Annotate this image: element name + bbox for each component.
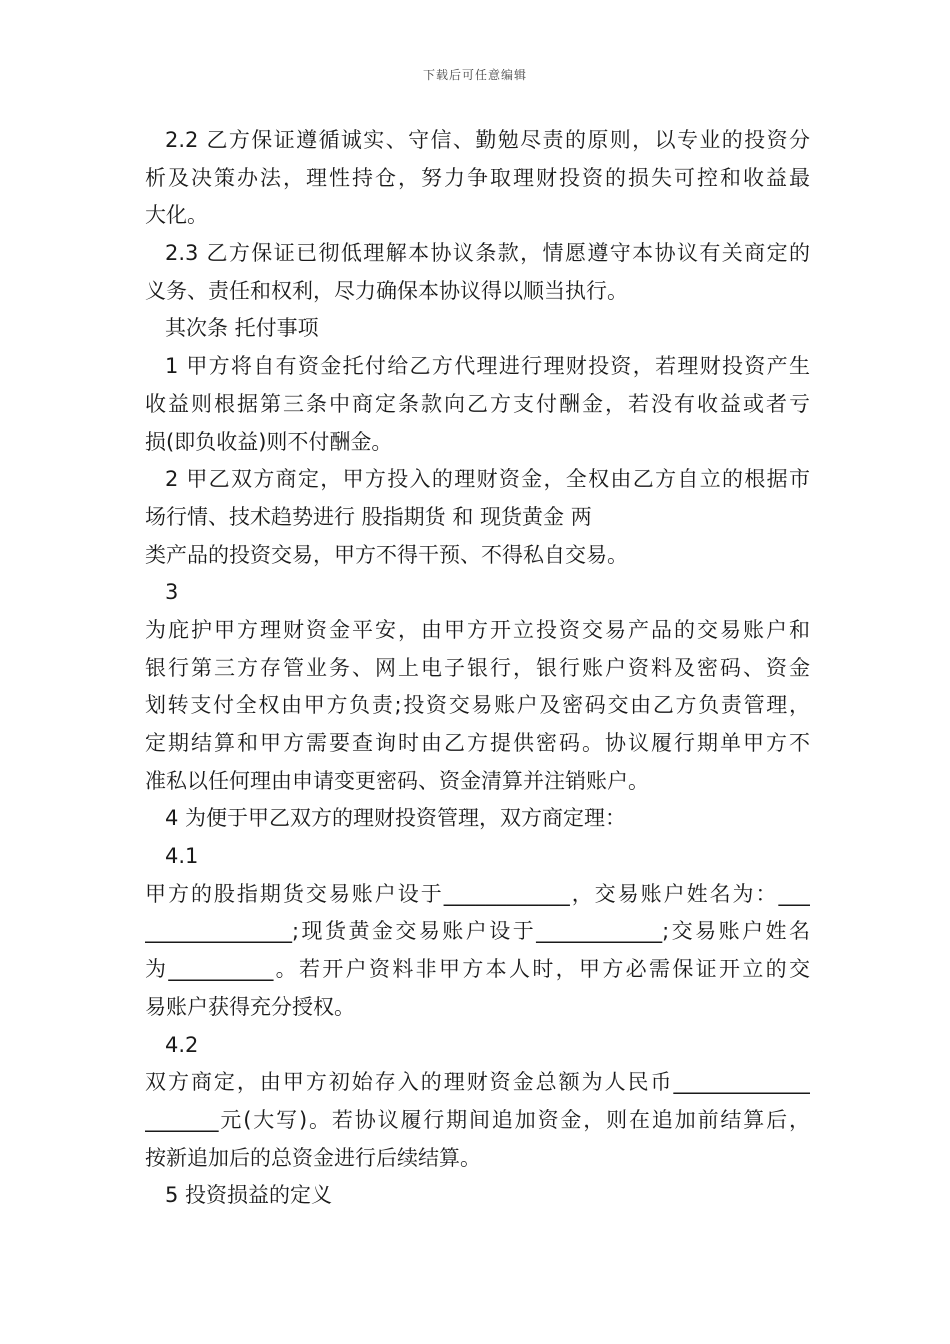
text-line: 析及决策办法，理性持仓，努力争取理财投资的损失可控和收益最 <box>145 165 810 190</box>
text-line: 损(即负收益)则不付酬金。 <box>145 429 393 454</box>
text-line: 其次条 托付事项 <box>165 316 319 341</box>
text-line: ______________;现货黄金交易账户设于____________;交易账户姓名 <box>145 919 810 944</box>
text-line: 甲方的股指期货交易账户设于____________，交易账户姓名为：___ <box>145 881 810 906</box>
text-line: 按新追加后的总资金进行后续结算。 <box>145 1145 481 1170</box>
text-line: 2 甲乙双方商定，甲方投入的理财资金，全权由乙方自立的根据市 <box>165 467 810 492</box>
text-line: 划转支付全权由甲方负责;投资交易账户及密码交由乙方负责管理， <box>145 693 810 718</box>
text-line: 义务、责任和权利，尽力确保本协议得以顺当执行。 <box>145 278 628 303</box>
text-line: 类产品的投资交易，甲方不得干预、不得私自交易。 <box>145 542 628 567</box>
text-line: 1 甲方将自有资金托付给乙方代理进行理财投资，若理财投资产生 <box>165 354 810 379</box>
text-line: 易账户获得充分授权。 <box>145 994 355 1019</box>
text-line: 为__________。若开户资料非甲方本人时，甲方必需保证开立的交 <box>145 957 810 982</box>
page-header: 下载后可任意编辑 <box>422 68 527 82</box>
text-line: 定期结算和甲方需要查询时由乙方提供密码。协议履行期单甲方不 <box>145 731 810 755</box>
text-line: _______元(大写)。若协议履行期间追加资金，则在追加前结算后， <box>145 1107 810 1132</box>
text-line: 大化。 <box>145 203 208 228</box>
text-line: 4.1 <box>165 844 199 869</box>
text-line: 2.3 乙方保证已彻低理解本协议条款，情愿遵守本协议有关商定的 <box>165 241 810 266</box>
text-line: 3 <box>165 580 179 605</box>
text-line: 准私以任何理由申请变更密码、资金清算并注销账户。 <box>145 768 649 793</box>
text-line: 2.2 乙方保证遵循诚实、守信、勤勉尽责的原则，以专业的投资分 <box>165 128 810 152</box>
text-line: 双方商定，由甲方初始存入的理财资金总额为人民币_____________ <box>145 1070 810 1095</box>
text-line: 4.2 <box>165 1032 199 1057</box>
text-line: 收益则根据第三条中商定条款向乙方支付酬金，若没有收益或者亏 <box>145 391 810 416</box>
document-body <box>145 122 810 1215</box>
text-line: 银行第三方存管业务、网上电子银行，银行账户资料及密码、资金 <box>145 655 810 680</box>
text-line: 5 投资损益的定义 <box>165 1183 333 1208</box>
text-line: 场行情、技术趋势进行 股指期货 和 现货黄金 两 <box>145 504 592 529</box>
text-line: 为庇护甲方理财资金平安，由甲方开立投资交易产品的交易账户和 <box>145 617 810 642</box>
text-line: 4 为便于甲乙双方的理财投资管理，双方商定理： <box>165 806 627 831</box>
